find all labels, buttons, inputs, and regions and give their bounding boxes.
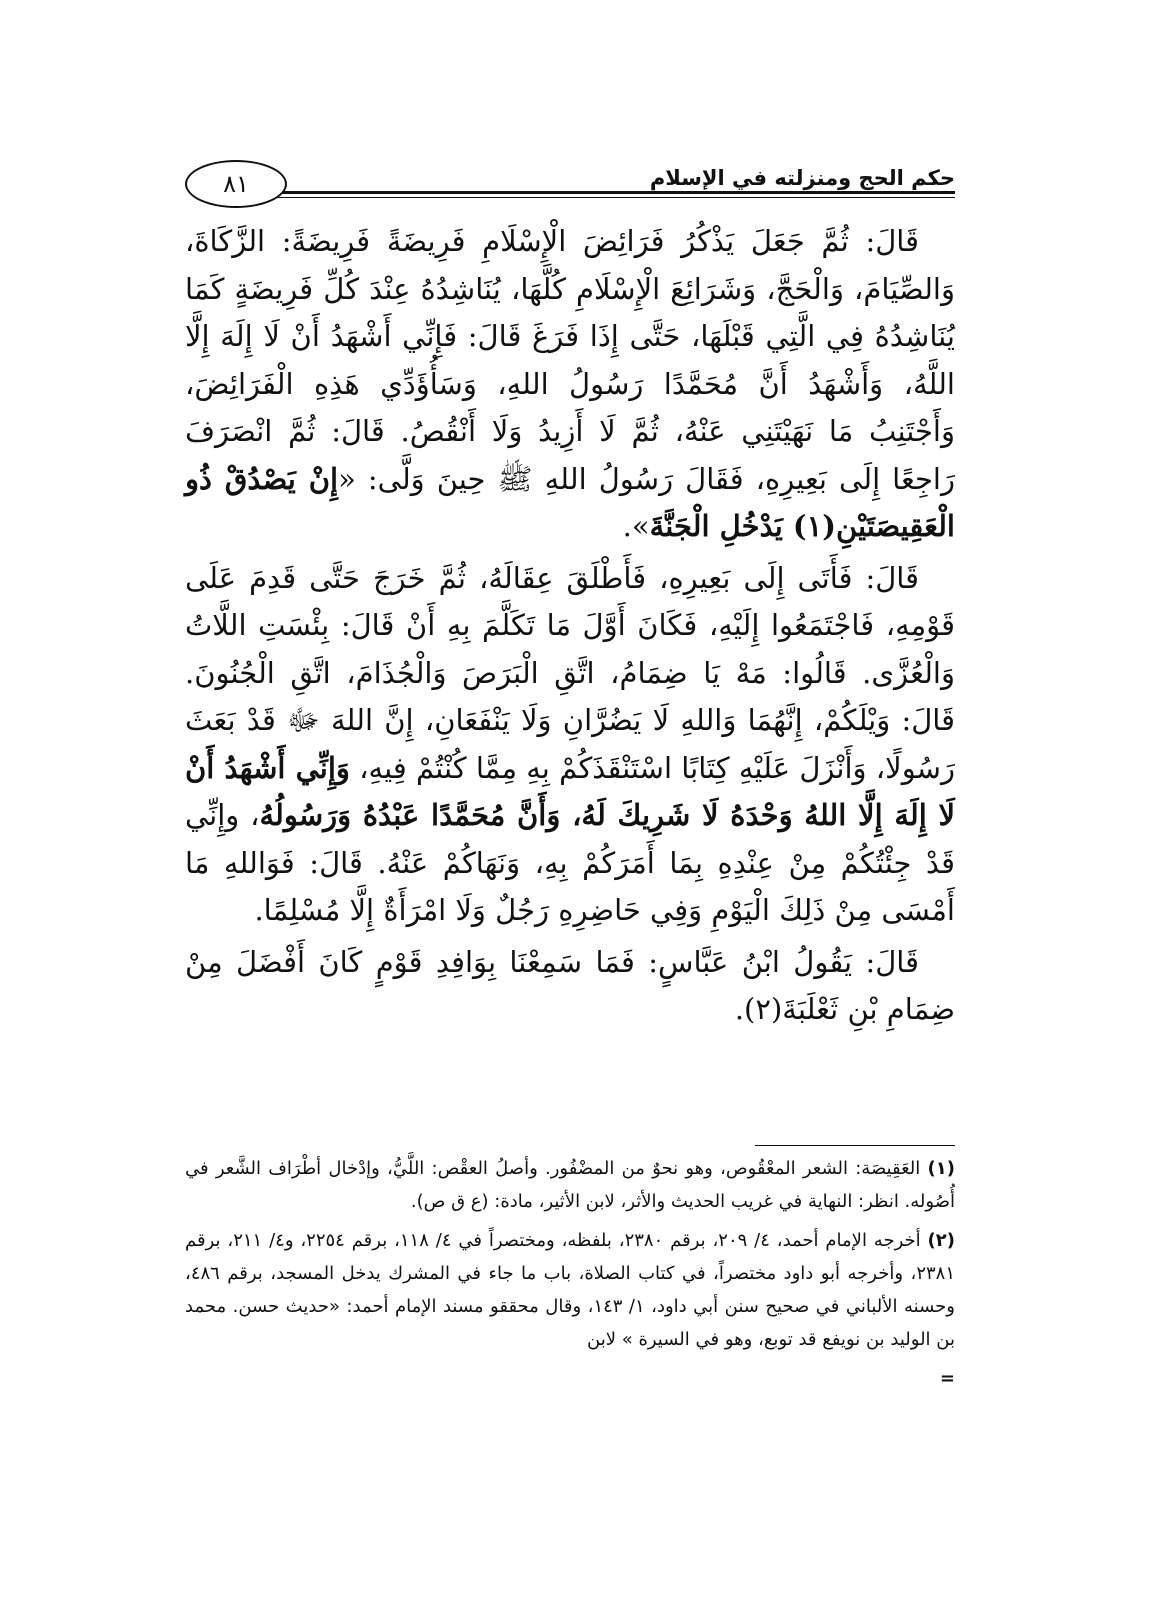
footnote-1: (١) العَقِيصَة: الشعر المعْقُوص، وهو نحوٌ من المضْفُور. وأصلُ العقْص: اللَّيُّ، وإدْخال أطْرَاف الشَّعر في أُصُوله. انظر: النهاية في غريب الحديث والأثر، لابن الأثير، مادة: (ع ق ص). [185, 1158, 955, 1212]
footnote-separator [755, 1145, 955, 1146]
page-header [185, 160, 955, 210]
footnote-mark: (٢) [927, 1230, 955, 1251]
header-rule [273, 191, 955, 194]
continuation-mark: = [939, 1368, 955, 1389]
header-rule-thin [273, 197, 955, 198]
hadith-quote: إِنْ يَصْدُقْ ذُو الْعَقِيصَتَيْنِ(١) يَدْخُلِ الْجَنَّةَ [185, 461, 955, 543]
footnotes [185, 1152, 955, 1395]
paragraph-3: قَالَ: يَقُولُ ابْنُ عَبَّاسٍ: فَمَا سَمِعْنَا بِوَافِدِ قَوْمٍ كَانَ أَفْضَلَ مِنْ ضِمَامِ بْنِ ثَعْلَبَةَ(٢). [185, 944, 955, 1026]
footnote-mark: (١) [927, 1158, 955, 1179]
book-title: حكم الحج ومنزلته في الإسلام [649, 166, 955, 190]
main-text [185, 218, 955, 1038]
shahada-text: وَإِنِّي أَشْهَدُ أَنْ لَا إِلَهَ إِلَّا اللهُ وَحْدَهُ لَا شَرِيكَ لَهُ، وَأَنَّ مُحَمَّدًا عَبْدُهُ وَرَسُولُهُ [185, 750, 955, 832]
paragraph-1: قَالَ: ثُمَّ جَعَلَ يَذْكُرُ فَرَائِضَ الْإِسْلَامِ فَرِيضَةً فَرِيضَةً: الزَّكَاةَ، وَالصِّيَامَ، وَالْحَجَّ، وَشَرَائِعَ الْإِسْلَامِ كُلَّهَا، يُنَاشِدُهُ عِنْدَ كُلِّ فَرِيضَةٍ كَمَا يُنَاشِدُهُ فِي الَّتِي قَبْلَهَا، حَتَّى إِذَا فَرَغَ قَالَ: فَإِنِّي أَشْهَدُ أَنْ لَا إِلَهَ إِلَّا اللَّهُ، وَأَشْهَدُ أَنَّ مُحَمَّدًا رَسُولُ اللهِ، وَسَأُؤَدِّي هَذِهِ الْفَرَائِضَ، وَأَجْتَنِبُ مَا نَهَيْتَنِي عَنْهُ، ثُمَّ لَا أَزِيدُ وَلَا أَنْقُصُ. قَالَ: ثُمَّ انْصَرَفَ رَاجِعًا إِلَى بَعِيرِهِ، فَقَالَ رَسُولُ اللهِ ﷺ حِينَ وَلَّى: «إِنْ يَصْدُقْ ذُو الْعَقِيصَتَيْنِ(١) يَدْخُلِ الْجَنَّةَ». [185, 224, 955, 543]
page-number: ٨١ [185, 160, 287, 208]
paragraph-2: قَالَ: فَأَتَى إِلَى بَعِيرِهِ، فَأَطْلَقَ عِقَالَهُ، ثُمَّ خَرَجَ حَتَّى قَدِمَ عَلَى قَوْمِهِ، فَاجْتَمَعُوا إِلَيْهِ، فَكَانَ أَوَّلَ مَا تَكَلَّمَ بِهِ أَنْ قَالَ: بِئْسَتِ اللَّاتُ وَالْعُزَّى. قَالُوا: مَهْ يَا ضِمَامُ، اتَّقِ الْبَرَصَ وَالْجُذَامَ، اتَّقِ الْجُنُونَ. قَالَ: وَيْلَكُمْ، إِنَّهُمَا وَاللهِ لَا يَضُرَّانِ وَلَا يَنْفَعَانِ، إِنَّ اللهَ ﷻ قَدْ بَعَثَ رَسُولًا، وَأَنْزَلَ عَلَيْهِ كِتَابًا اسْتَنْقَذَكُمْ بِهِ مِمَّا كُنْتُمْ فِيهِ، وَإِنِّي أَشْهَدُ أَنْ لَا إِلَهَ إِلَّا اللهُ وَحْدَهُ لَا شَرِيكَ لَهُ، وَأَنَّ مُحَمَّدًا عَبْدُهُ وَرَسُولُهُ، وإِنِّي قَدْ جِئْتُكُمْ مِنْ عِنْدِهِ بِمَا أَمَرَكُمْ بِهِ، وَنَهَاكُمْ عَنْهُ. قَالَ: فَوَاللهِ مَا أَمْسَى مِنْ ذَلِكَ الْيَوْمِ وَفِي حَاضِرِهِ رَجُلٌ وَلَا امْرَأَةٌ إِلَّا مُسْلِمًا. [185, 560, 955, 927]
footnote-2: (٢) أخرجه الإمام أحمد، ٤/ ٢٠٩، برقم ٢٣٨٠، بلفظه، ومختصراً في ٤/ ١١٨، برقم ٢٢٥٤، و٤/ ٢١١، برقم ٢٣٨١، وأخرجه أبو داود مختصراً، في كتاب الصلاة، باب ما جاء في المشرك يدخل المسجد، برقم ٤٨٦، وحسنه الألباني في صحيح سنن أبي داود، ١/ ١٤٣، وقال محققو مسند الإمام أحمد: «حديث حسن. محمد بن الوليد بن نويفع قد توبع، وهو في السيرة » لابن [185, 1230, 955, 1350]
